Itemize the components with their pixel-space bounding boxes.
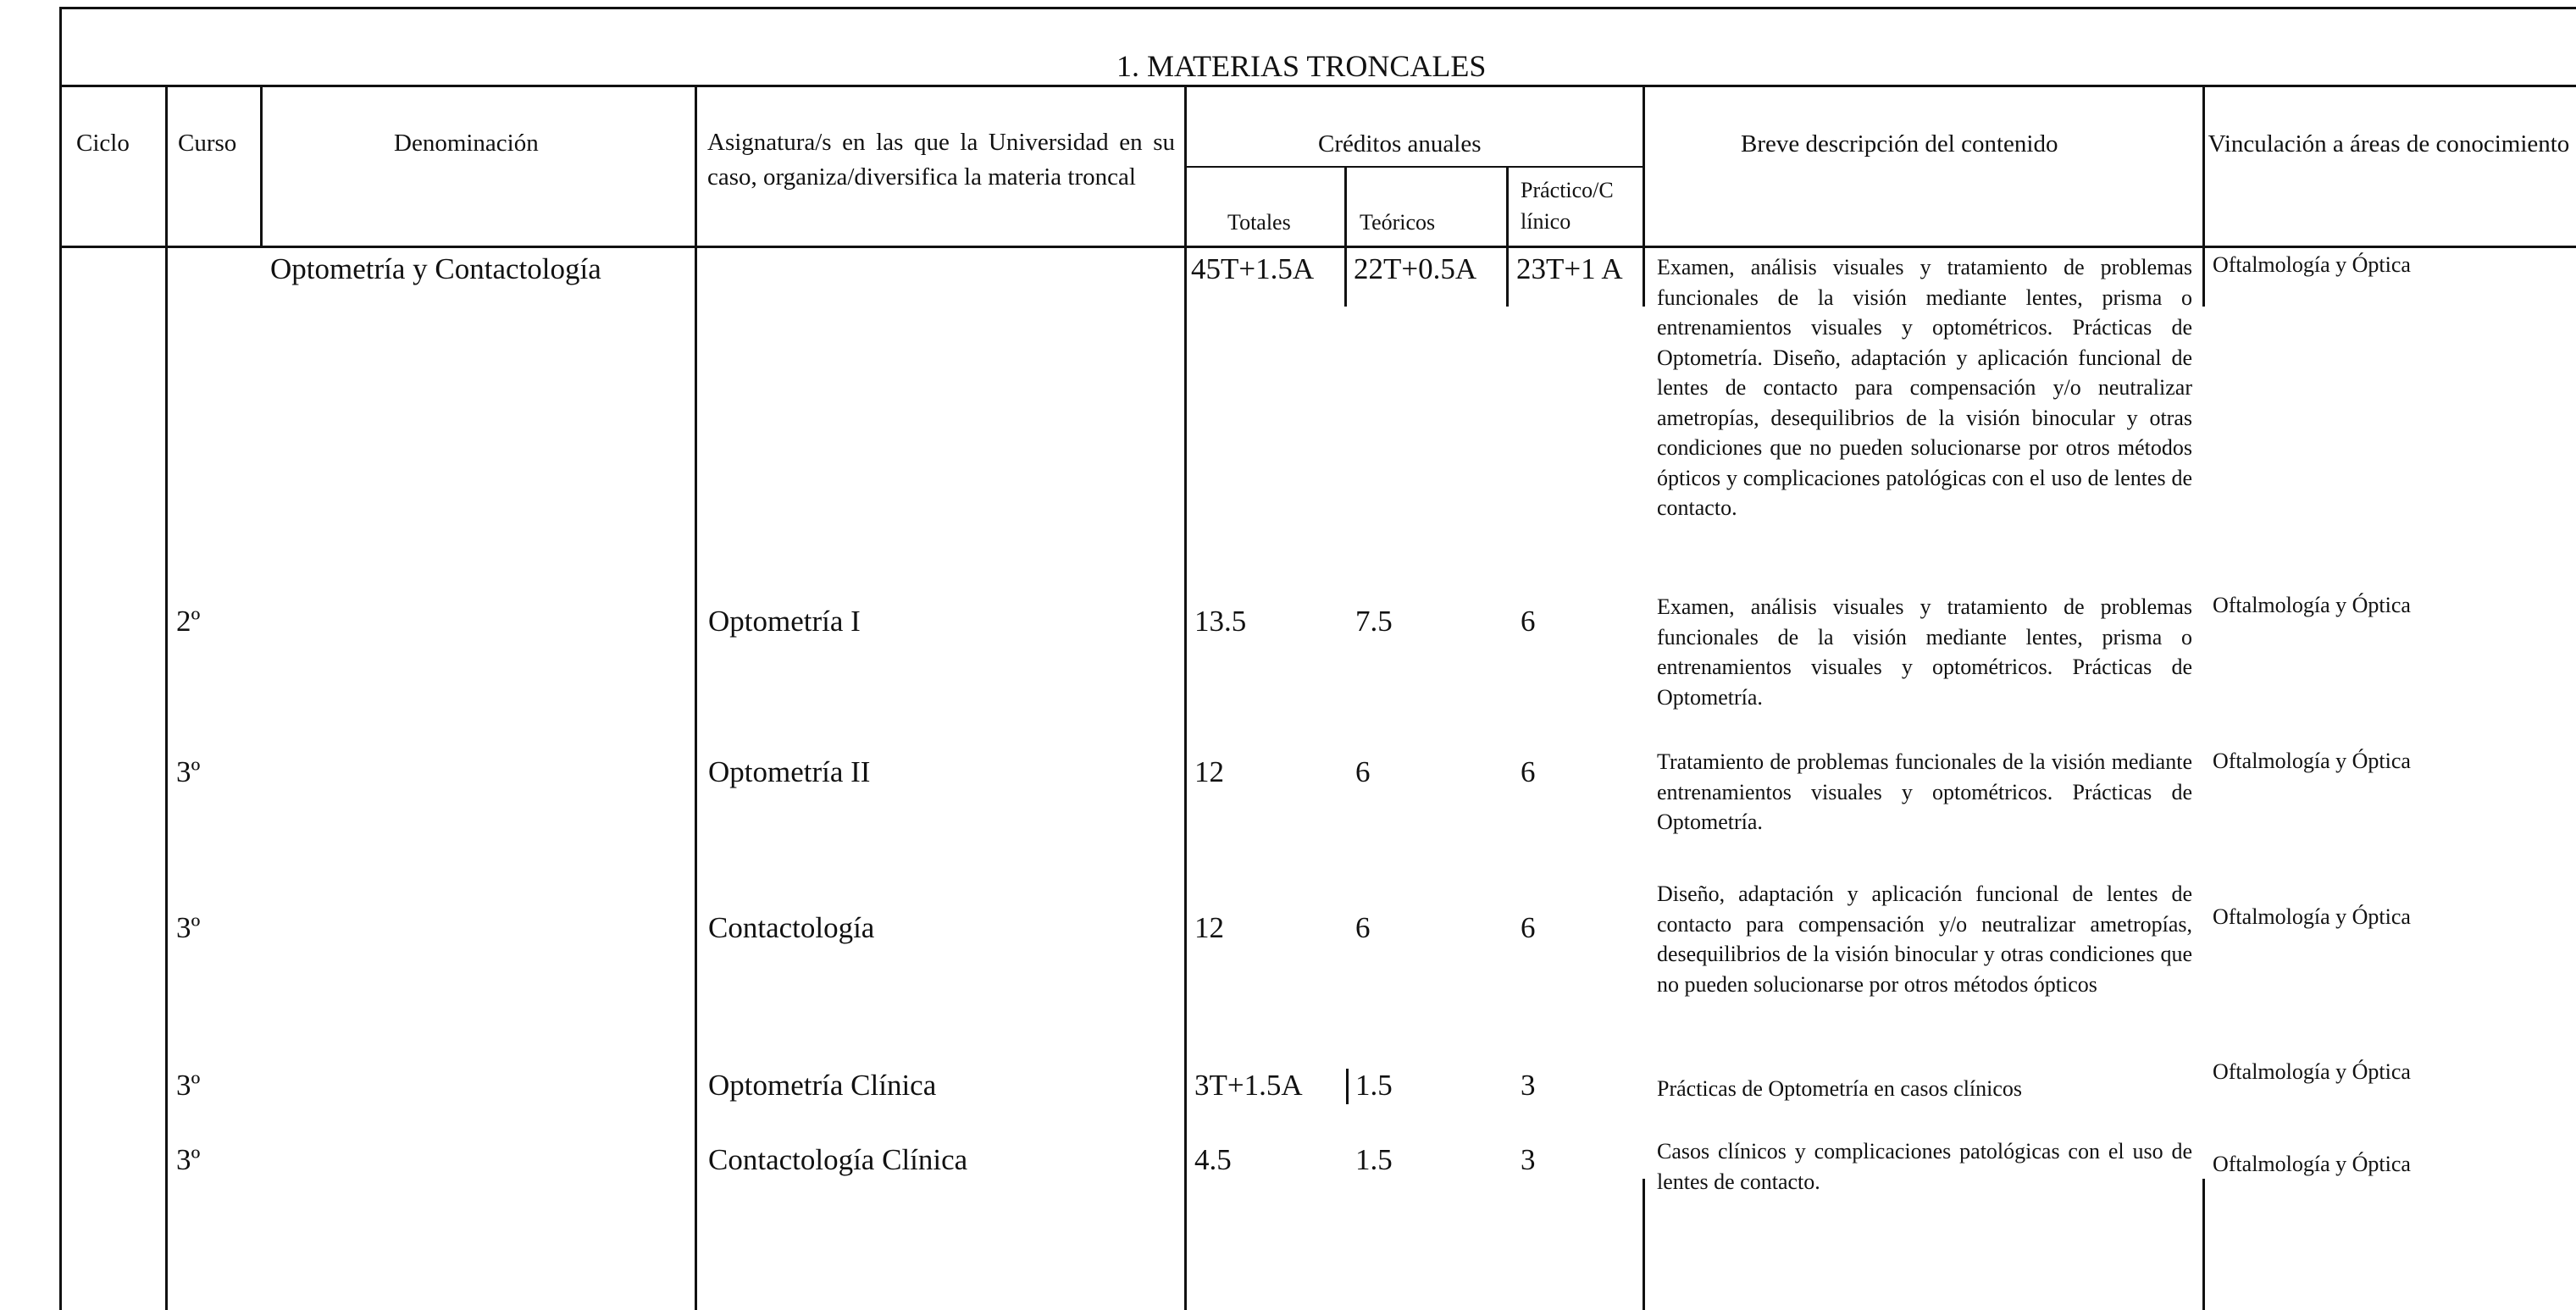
body-col-line-asignatura [695,247,697,1310]
row-area: Oftalmología y Óptica [2213,749,2411,773]
materia-descripcion: Examen, análisis visuales y tratamiento de problemas funcionales de la visión mediante lentes, prisma o entrenamientos visuales y optométricos. Prácticas de Optometría. Diseño, adaptación y aplicación funcional de lentes de contacto para compensación y/o neutralizar ametropías, desequilibrios de la visión binocular y otras condiciones que no pueden solucionarse por otros métodos ópticos y complicaciones patológicas con el uso de lentes de contacto. [1657,255,2192,520]
row-curso: 3º [176,1143,201,1176]
row-totales: 12 [1194,911,1224,944]
body-col-line-curso [165,247,168,1310]
header-teoricos: Teóricos [1360,210,1436,235]
row-totales: 4.5 [1194,1143,1232,1176]
row-descripcion: Tratamiento de problemas funcionales de la visión mediante entrenamientos visuales y optométricos. Prácticas de Optometría. [1657,749,2192,834]
body-col-line-creditos [1184,247,1187,1310]
frame-left-line-lower [59,252,62,1310]
body-col-line-vinculacion-b [2202,1179,2205,1310]
row-asignatura: Optometría II [708,755,871,788]
row-totales: 13.5 [1194,605,1247,638]
col-line-creditos [1184,86,1187,247]
col-line-teoricos [1344,166,1347,247]
body-col-line-descripcion-b [1643,1179,1645,1310]
row-practico: 6 [1521,605,1536,638]
col-line-vinculacion [2202,86,2205,247]
materia-denominacion: Optometría y Contactología [270,252,601,285]
row-area: Oftalmología y Óptica [2213,1152,2411,1176]
row-practico: 6 [1521,911,1536,944]
body-col-line-descripcion-a [1643,247,1645,307]
row-practico: 3 [1521,1069,1536,1102]
header-bottom-line [59,246,2576,248]
header-curso: Curso [178,130,237,157]
materia-totales: 45T+1.5A [1191,252,1315,285]
col-line-practico [1506,166,1509,247]
row-practico: 6 [1521,755,1536,788]
row-asignatura: Optometría I [708,605,861,638]
header-totales: Totales [1227,210,1291,235]
row-asignatura: Optometría Clínica [708,1069,937,1102]
body-col-line-vinculacion-a [2202,247,2205,307]
row-totales: 12 [1194,755,1224,788]
row-descripcion: Prácticas de Optometría en casos clínicos [1657,1076,2023,1101]
header-asignaturas: Asignatura/s en las que la Universidad en su caso, organiza/diversifica la materia troncal [707,129,1175,191]
frame-top-line [59,7,2576,9]
row-totales: 3T+1.5A [1194,1069,1303,1102]
row-teoricos: 7.5 [1355,605,1393,638]
row-area: Oftalmología y Óptica [2213,1059,2411,1084]
materia-teoricos: 22T+0.5A [1354,252,1477,285]
row-asignatura: Contactología Clínica [708,1143,968,1176]
header-vinculacion: Vinculación a áreas de conocimiento [2208,130,2570,158]
row-descripcion: Examen, análisis visuales y tratamiento de problemas funcionales de la visión mediante lentes, prisma o entrenamientos visuales y optométricos. Prácticas de Optometría. [1657,594,2192,710]
row-area: Oftalmología y Óptica [2213,593,2411,617]
row-descripcion: Casos clínicos y complicaciones patológicas con el uso de lentes de contacto. [1657,1139,2192,1194]
materia-practico: 23T+1 A [1516,252,1623,285]
creditos-sub-line [1184,166,1643,168]
col-line-denominacion [260,86,263,247]
row-asignatura: Contactología [708,911,875,944]
col-line-descripcion [1643,86,1645,247]
header-practico: Práctico/C línico [1521,178,1614,234]
row-descripcion: Diseño, adaptación y aplicación funcional de lentes de contacto para compensación y/o neutralizar ametropías, desequilibrios de la visión binocular y otras condiciones que no pueden solucionarse por otros métodos ópticos [1657,882,2192,997]
row-curso: 3º [176,755,201,788]
header-descripcion: Breve descripción del contenido [1741,130,2058,158]
col-line-asignatura [695,86,697,247]
row-teoricos: 1.5 [1355,1143,1393,1176]
row-teoricos: 6 [1355,911,1371,944]
body-col-line-teoricos-a [1344,247,1347,307]
row-curso: 3º [176,911,201,944]
col-line-curso [165,86,168,247]
header-denominacion: Denominación [394,130,539,157]
frame-left-line [59,7,62,252]
header-creditos: Créditos anuales [1318,130,1482,158]
row-area: Oftalmología y Óptica [2213,904,2411,929]
row-curso: 3º [176,1069,201,1102]
body-col-line-teoricos-b [1346,1069,1349,1104]
section-title: 1. MATERIAS TRONCALES [1116,49,1487,83]
row-teoricos: 6 [1355,755,1371,788]
row-curso: 2º [176,605,201,638]
row-teoricos: 1.5 [1355,1069,1393,1102]
body-col-line-practico-a [1506,247,1509,307]
materia-area: Oftalmología y Óptica [2213,252,2411,277]
header-ciclo: Ciclo [76,130,130,157]
row-practico: 3 [1521,1143,1536,1176]
title-separator [59,85,2576,87]
